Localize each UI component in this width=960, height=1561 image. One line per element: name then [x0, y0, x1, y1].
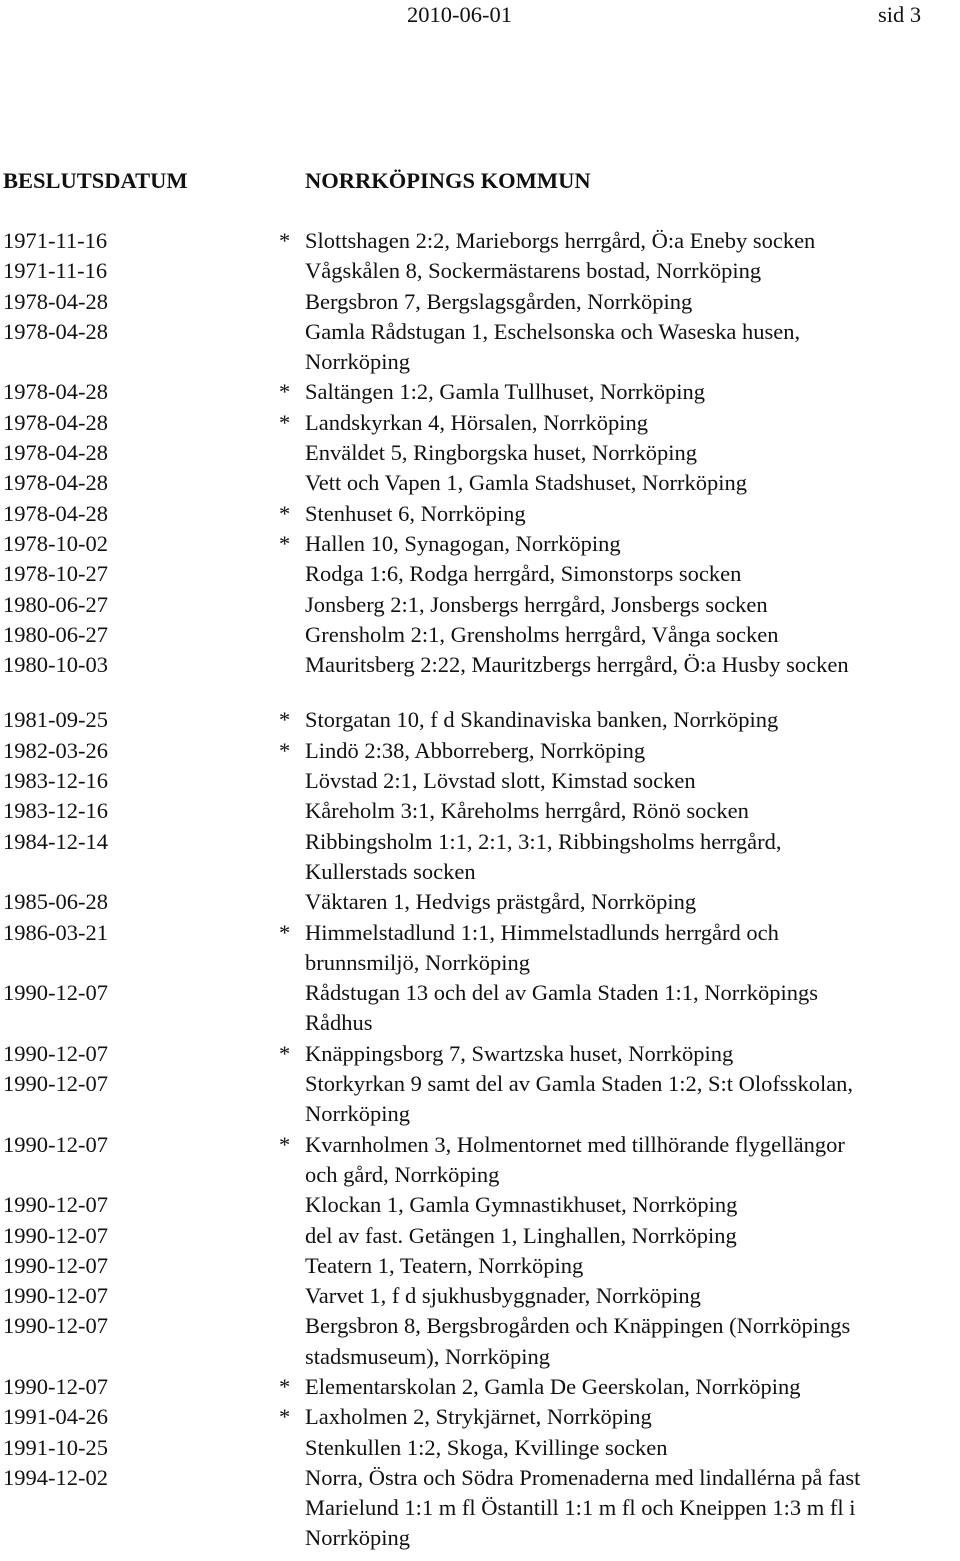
property-description — [305, 529, 958, 559]
decision-date: 1980-06-27 — [3, 591, 108, 617]
decision-row — [0, 529, 960, 559]
property-description — [305, 377, 958, 407]
property-description — [305, 1190, 958, 1220]
decision-row — [0, 1372, 960, 1402]
property-description — [305, 559, 958, 589]
decision-row — [0, 256, 960, 286]
property-description — [305, 408, 958, 438]
decision-date: 1991-10-25 — [3, 1434, 108, 1460]
asterisk-marker: * — [279, 1373, 291, 1399]
decision-date: 1981-09-25 — [3, 707, 108, 733]
decision-date: 1990-12-07 — [3, 1192, 108, 1218]
description-line: Vågskålen 8, Sockermästarens bostad, Norrköping — [305, 258, 762, 284]
description-line: Marielund 1:1 m fl Östantill 1:1 m fl och Kneippen 1:3 m fl i — [305, 1495, 856, 1521]
property-description — [305, 1039, 958, 1069]
decision-date: 1978-04-28 — [3, 409, 108, 435]
decision-row — [0, 620, 960, 650]
asterisk-marker: * — [279, 1040, 291, 1066]
column-heading-date: BESLUTSDATUM — [3, 168, 188, 193]
decision-row — [0, 796, 960, 826]
decision-row — [0, 650, 960, 680]
property-description — [305, 796, 958, 826]
decision-row — [0, 1190, 960, 1220]
decision-date: 1978-04-28 — [3, 318, 108, 344]
description-line: Himmelstadlund 1:1, Himmelstadlunds herrgård och — [305, 919, 779, 945]
property-description — [305, 256, 958, 286]
decision-date: 1978-04-28 — [3, 500, 108, 526]
description-line: Grensholm 2:1, Grensholms herrgård, Vånga socken — [305, 621, 779, 647]
decision-row — [0, 918, 960, 979]
decision-date: 1978-04-28 — [3, 288, 108, 314]
decision-row — [0, 887, 960, 917]
asterisk-marker: * — [279, 409, 291, 435]
description-line: stadsmuseum), Norrköping — [305, 1343, 550, 1369]
property-description — [305, 918, 958, 979]
decision-date: 1971-11-16 — [3, 228, 108, 253]
property-description — [305, 226, 958, 256]
asterisk-marker: * — [279, 919, 291, 945]
description-line: Bergsbron 8, Bergsbrogården och Knäppingen (Norrköpings — [305, 1313, 851, 1339]
property-description — [305, 620, 958, 650]
asterisk-marker: * — [279, 707, 291, 733]
decision-row — [0, 1130, 960, 1191]
description-line: Saltängen 1:2, Gamla Tullhuset, Norrköping — [305, 379, 705, 405]
property-description — [305, 287, 958, 317]
decision-date: 1980-10-03 — [3, 652, 108, 678]
description-line: Norra, Östra och Södra Promenaderna med lindallérna på fast — [305, 1464, 861, 1490]
decision-date: 1990-12-07 — [3, 1252, 108, 1278]
decision-date: 1990-12-07 — [3, 980, 108, 1006]
decision-row — [0, 317, 960, 378]
description-line: Kåreholm 3:1, Kåreholms herrgård, Rönö socken — [305, 798, 749, 824]
property-description — [305, 736, 958, 766]
decision-date: 1990-12-07 — [3, 1283, 108, 1309]
decision-group-2 — [0, 705, 960, 1553]
description-line: Stenhuset 6, Norrköping — [305, 500, 526, 526]
decision-date: 1985-06-28 — [3, 889, 108, 915]
property-description — [305, 650, 958, 680]
description-line: Mauritsberg 2:22, Mauritzbergs herrgård, Ö:a Husby socken — [305, 652, 849, 678]
decision-row — [0, 499, 960, 529]
decision-date: 1990-12-07 — [3, 1373, 108, 1399]
description-line: Lövstad 2:1, Lövstad slott, Kimstad socken — [305, 768, 696, 794]
description-line: Hallen 10, Synagogan, Norrköping — [305, 530, 621, 556]
decision-row — [0, 468, 960, 498]
decision-date: 1983-12-16 — [3, 798, 108, 824]
decision-row — [0, 1311, 960, 1372]
description-line: Stenkullen 1:2, Skoga, Kvillinge socken — [305, 1434, 668, 1460]
group-spacer — [0, 680, 960, 705]
asterisk-marker: * — [279, 500, 291, 526]
decision-date: 1978-10-02 — [3, 530, 108, 556]
property-description — [305, 317, 958, 378]
property-description — [305, 827, 958, 888]
decision-row — [0, 827, 960, 888]
description-line: Klockan 1, Gamla Gymnastikhuset, Norrköping — [305, 1192, 738, 1218]
decision-row — [0, 1221, 960, 1251]
property-description — [305, 1281, 958, 1311]
description-line: Storkyrkan 9 samt del av Gamla Staden 1:2, S:t Olofsskolan, — [305, 1071, 854, 1097]
decision-date: 1978-10-27 — [3, 561, 108, 587]
decision-date: 1978-04-28 — [3, 379, 108, 405]
description-line: Norrköping — [305, 1525, 410, 1551]
decision-row — [0, 1463, 960, 1554]
property-description — [305, 438, 958, 468]
decision-row — [0, 438, 960, 468]
description-line: Varvet 1, f d sjukhusbyggnader, Norrköping — [305, 1283, 701, 1309]
description-line: Kvarnholmen 3, Holmentornet med tillhörande flygellängor — [305, 1131, 845, 1157]
decision-row — [0, 1069, 960, 1130]
description-line: Landskyrkan 4, Hörsalen, Norrköping — [305, 409, 649, 435]
description-line: Enväldet 5, Ringborgska huset, Norrköping — [305, 440, 698, 466]
property-description — [305, 1372, 958, 1402]
decision-date: 1990-12-07 — [3, 1131, 108, 1157]
decision-date: 1990-12-07 — [3, 1040, 108, 1066]
asterisk-marker: * — [279, 530, 291, 556]
description-line: brunnsmiljö, Norrköping — [305, 949, 530, 975]
page-date: 2010-06-01 — [407, 2, 512, 27]
decision-row — [0, 766, 960, 796]
decision-row — [0, 1402, 960, 1432]
decision-date: 1971-11-16 — [3, 258, 108, 284]
decision-date: 1991-04-26 — [3, 1404, 108, 1430]
asterisk-marker: * — [279, 379, 291, 405]
property-description — [305, 1069, 958, 1130]
property-description — [305, 978, 958, 1039]
description-line: och gård, Norrköping — [305, 1161, 500, 1187]
asterisk-marker: * — [279, 228, 291, 253]
decision-date: 1984-12-14 — [3, 828, 108, 854]
decision-group-1 — [0, 226, 960, 680]
decision-date: 1982-03-26 — [3, 737, 108, 763]
description-line: Lindö 2:38, Abborreberg, Norrköping — [305, 737, 646, 763]
description-line: del av fast. Getängen 1, Linghallen, Norrköping — [305, 1222, 737, 1248]
decision-date: 1980-06-27 — [3, 621, 108, 647]
asterisk-marker: * — [279, 1404, 291, 1430]
decision-date: 1978-04-28 — [3, 470, 108, 496]
decision-row — [0, 590, 960, 620]
property-description — [305, 1463, 958, 1554]
description-line: Jonsberg 2:1, Jonsbergs herrgård, Jonsbergs socken — [305, 591, 768, 617]
page-number: sid 3 — [878, 2, 922, 27]
column-headings — [0, 166, 960, 196]
description-line: Ribbingsholm 1:1, 2:1, 3:1, Ribbingsholms herrgård, — [305, 828, 782, 854]
decision-date: 1990-12-07 — [3, 1071, 108, 1097]
property-description — [305, 1311, 958, 1372]
property-description — [305, 468, 958, 498]
decision-row — [0, 377, 960, 407]
decision-list — [0, 226, 960, 1554]
decision-row — [0, 1281, 960, 1311]
decision-date: 1990-12-07 — [3, 1222, 108, 1248]
decision-date: 1994-12-02 — [3, 1464, 108, 1490]
description-line: Slottshagen 2:2, Marieborgs herrgård, Ö:a Eneby socken — [305, 228, 816, 253]
property-description — [305, 1130, 958, 1191]
property-description — [305, 887, 958, 917]
decision-row — [0, 226, 960, 256]
property-description — [305, 1433, 958, 1463]
property-description — [305, 1402, 958, 1432]
asterisk-marker: * — [279, 737, 291, 763]
decision-date: 1986-03-21 — [3, 919, 108, 945]
description-line: Teatern 1, Teatern, Norrköping — [305, 1252, 584, 1278]
decision-row — [0, 1251, 960, 1281]
description-line: Elementarskolan 2, Gamla De Geerskolan, Norrköping — [305, 1373, 801, 1399]
property-description — [305, 1221, 958, 1251]
description-line: Väktaren 1, Hedvigs prästgård, Norrköping — [305, 889, 697, 915]
property-description — [305, 1251, 958, 1281]
description-line: Gamla Rådstugan 1, Eschelsonska och Waseska husen, — [305, 318, 801, 344]
decision-date: 1990-12-07 — [3, 1313, 108, 1339]
description-line: Norrköping — [305, 349, 410, 375]
description-line: Rådhus — [305, 1010, 373, 1036]
decision-date: 1983-12-16 — [3, 768, 108, 794]
decision-row — [0, 736, 960, 766]
decision-row — [0, 287, 960, 317]
description-line: Bergsbron 7, Bergslagsgården, Norrköping — [305, 288, 693, 314]
description-line: Knäppingsborg 7, Swartzska huset, Norrköping — [305, 1040, 734, 1066]
description-line: Vett och Vapen 1, Gamla Stadshuset, Norrköping — [305, 470, 748, 496]
asterisk-marker: * — [279, 1131, 291, 1157]
description-line: Rodga 1:6, Rodga herrgård, Simonstorps socken — [305, 561, 742, 587]
description-line: Rådstugan 13 och del av Gamla Staden 1:1, Norrköpings — [305, 980, 819, 1006]
property-description — [305, 766, 958, 796]
description-line: Kullerstads socken — [305, 858, 476, 884]
property-description — [305, 590, 958, 620]
decision-row — [0, 705, 960, 735]
property-description — [305, 499, 958, 529]
decision-row — [0, 978, 960, 1039]
column-heading-municipality: NORRKÖPINGS KOMMUN — [305, 168, 591, 193]
description-line: Laxholmen 2, Strykjärnet, Norrköping — [305, 1404, 652, 1430]
decision-row — [0, 1433, 960, 1463]
description-line: Norrköping — [305, 1101, 410, 1127]
description-line: Storgatan 10, f d Skandinaviska banken, Norrköping — [305, 707, 779, 733]
decision-row — [0, 1039, 960, 1069]
decision-row — [0, 559, 960, 589]
decision-date: 1978-04-28 — [3, 440, 108, 466]
property-description — [305, 705, 958, 735]
decision-row — [0, 408, 960, 438]
